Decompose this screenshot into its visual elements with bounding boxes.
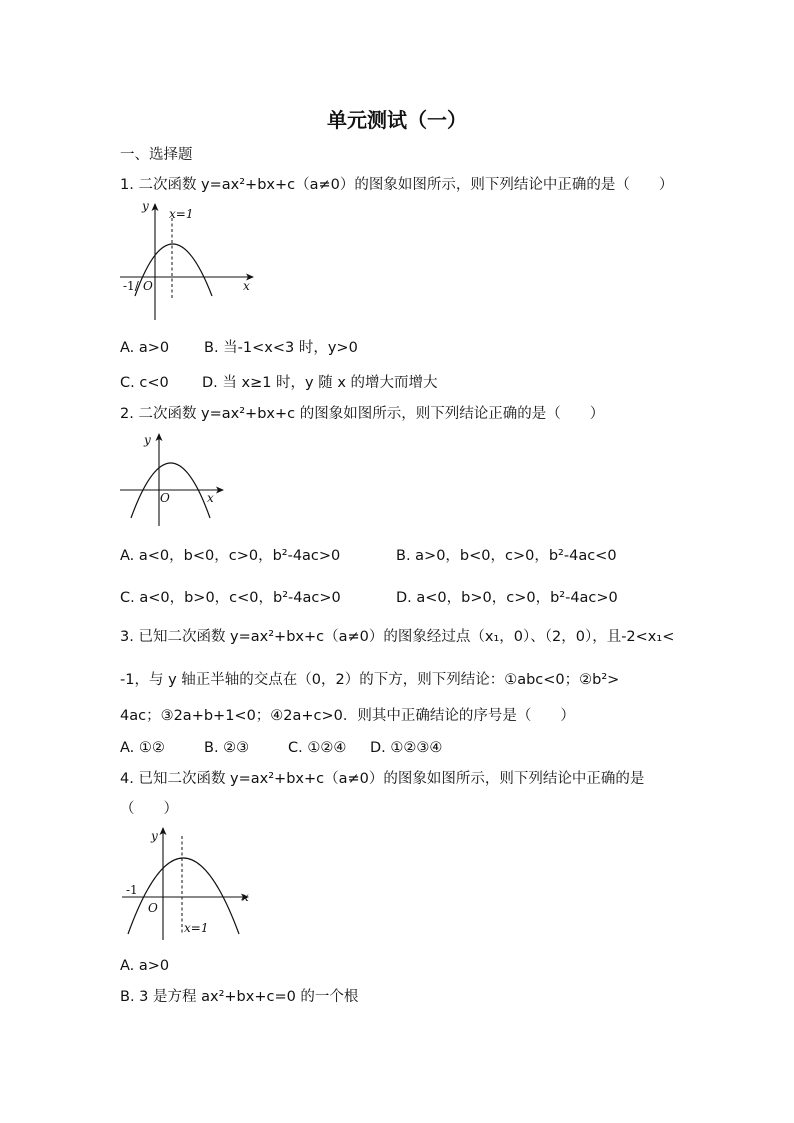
section-heading: 一、选择题 [120, 147, 193, 163]
q1-x-axis-label: x [243, 279, 250, 293]
question-1-stem: 1. 二次函数 y=ax²+bx+c（a≠0）的图象如图所示，则下列结论中正确的是（ ） [120, 177, 674, 193]
question-4-stem-line-2: （ ） [120, 801, 178, 817]
question-3-stem-line-2: -1，与 y 轴正半轴的交点在（0，2）的下方，则下列结论：①abc<0；②b²> [120, 672, 620, 688]
q3-option-d: D. ①②③④ [370, 740, 443, 756]
page-title: 单元测试（一） [327, 108, 467, 132]
q1-root-label: -1/ [123, 279, 139, 293]
question-3-stem-line-3: 4ac；③2a+b+1<0；④2a+c>0．则其中正确结论的序号是（ ） [120, 708, 575, 724]
q4-option-b: B. 3 是方程 ax²+bx+c=0 的一个根 [120, 989, 359, 1005]
question-2-stem: 2. 二次函数 y=ax²+bx+c 的图象如图所示，则下列结论正确的是（ ） [120, 406, 605, 422]
question-3-stem-line-1: 3. 已知二次函数 y=ax²+bx+c（a≠0）的图象经过点（x₁，0）、（2，0），且-2<x₁< [120, 629, 675, 645]
q1-option-b: B. 当-1<x<3 时，y>0 [204, 340, 358, 356]
q2-option-d: D. a<0，b>0，c>0，b²-4ac>0 [396, 590, 618, 606]
q1-origin-label: O [143, 279, 153, 293]
q4-y-axis-label: y [151, 829, 158, 843]
q4-root-label: -1 [126, 883, 138, 897]
q2-option-a: A. a<0，b<0，c>0，b²-4ac>0 [120, 548, 341, 564]
question-2-graph [115, 428, 235, 530]
q4-origin-label: O [148, 901, 158, 915]
q3-option-a: A. ①② [120, 740, 165, 756]
question-4-stem-line-1: 4. 已知二次函数 y=ax²+bx+c（a≠0）的图象如图所示，则下列结论中正确的是 [120, 771, 645, 787]
q4-x-axis-label: x [242, 890, 249, 904]
q1-axis-line-label: x=1 [169, 207, 194, 221]
q2-x-axis-label: x [207, 491, 214, 505]
q2-option-b: B. a>0，b<0，c>0，b²-4ac<0 [396, 548, 617, 564]
q1-option-a: A. a>0 [120, 340, 170, 356]
q4-option-a: A. a>0 [120, 958, 170, 974]
q2-origin-label: O [160, 491, 170, 505]
question-4-graph [118, 822, 263, 944]
q4-axis-line-label: x=1 [184, 921, 209, 935]
q3-option-b: B. ②③ [204, 740, 250, 756]
q1-option-d: D. 当 x≥1 时，y 随 x 的增大而增大 [202, 375, 438, 391]
q2-y-axis-label: y [144, 433, 151, 447]
q1-y-axis-label: y [142, 199, 149, 213]
q1-option-c: C. c<0 [120, 375, 169, 391]
q3-option-c: C. ①②④ [288, 740, 347, 756]
question-1-graph [115, 196, 265, 326]
q2-option-c: C. a<0，b>0，c<0，b²-4ac>0 [120, 590, 341, 606]
